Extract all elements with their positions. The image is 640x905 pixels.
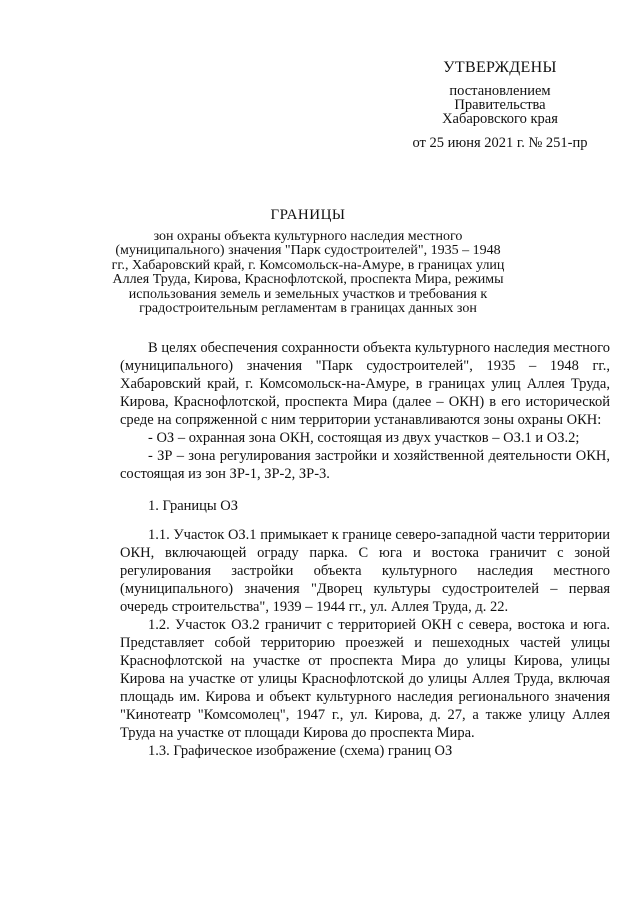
approval-date: от 25 июня 2021 г. № 251-пр — [412, 135, 588, 151]
document-title-block — [108, 206, 508, 316]
zone-oz-item: - ОЗ – охранная зона ОКН, состоящая из двух участков – ОЗ.1 и ОЗ.2; — [148, 430, 580, 446]
document-body — [120, 339, 610, 760]
document-subtitle: зон охраны объекта культурного наследия местного (муниципального) значения "Парк судостроителей", 1935 – 1948 гг., Хабаровский край, г. Комсомольск-на-Амуре, в границах улиц Аллея Труда, Кирова, Краснофлотской, проспекта Мира, режимы использования земель и земельных участков и требования к градостроительным регламентам в границах данных зон — [111, 229, 505, 317]
approval-line-2: Правительства — [454, 97, 546, 113]
approval-title: УТВЕРЖДЕНЫ — [443, 59, 557, 76]
intro-paragraph: В целях обеспечения сохранности объекта культурного наследия местного (муниципального) значения "Парк судостроителей", 1935 – 1948 гг., Хабаровский край, г. Комсомольск-на-Амуре, в границах улиц Аллея Труда, Кирова, Краснофлотской, проспекта Мира (далее – ОКН) в его исторической среде на сопряженной с ним территории устанавливаются зоны охраны ОКН: — [120, 340, 610, 428]
section-1-heading: 1. Границы ОЗ — [148, 498, 239, 514]
paragraph-1-2: 1.2. Участок ОЗ.2 граничит с территорией ОКН с севера, востока и юга. Представляет собой территорию проезжей и пешеходных частей улицы Краснофлотской на участке от проспекта Мира до улицы Кирова, улицы Кирова на участке от улицы Краснофлотской до улицы Аллея Труда, включая площадь им. Кирова и объект культурного наследия регионального значения "Кинотеатр "Комсомолец", 1947 г., ул. Кирова, д. 27, а также улицу Аллея Труда на участке от площади Кирова до проспекта Мира. — [120, 617, 610, 741]
approval-line-1: постановлением — [449, 83, 551, 99]
paragraph-1-3: 1.3. Графическое изображение (схема) границ ОЗ — [148, 743, 453, 759]
document-title: ГРАНИЦЫ — [270, 207, 346, 223]
zone-zr-item: - ЗР – зона регулирования застройки и хозяйственной деятельности ОКН, состоящая из зон ЗР-1, ЗР-2, ЗР-3. — [120, 448, 610, 482]
paragraph-1-1: 1.1. Участок ОЗ.1 примыкает к границе северо-западной части территории ОКН, включающей ограду парка. С юга и востока граничит с зоной регулирования застройки объекта культурного наследия местного (муниципального) значения "Дворец культуры судостроителей – первая очередь строительства", 1939 – 1944 гг., ул. Аллея Труда, д. 22. — [120, 527, 610, 615]
approval-stamp — [400, 58, 600, 152]
approval-line-3: Хабаровского края — [442, 111, 558, 127]
